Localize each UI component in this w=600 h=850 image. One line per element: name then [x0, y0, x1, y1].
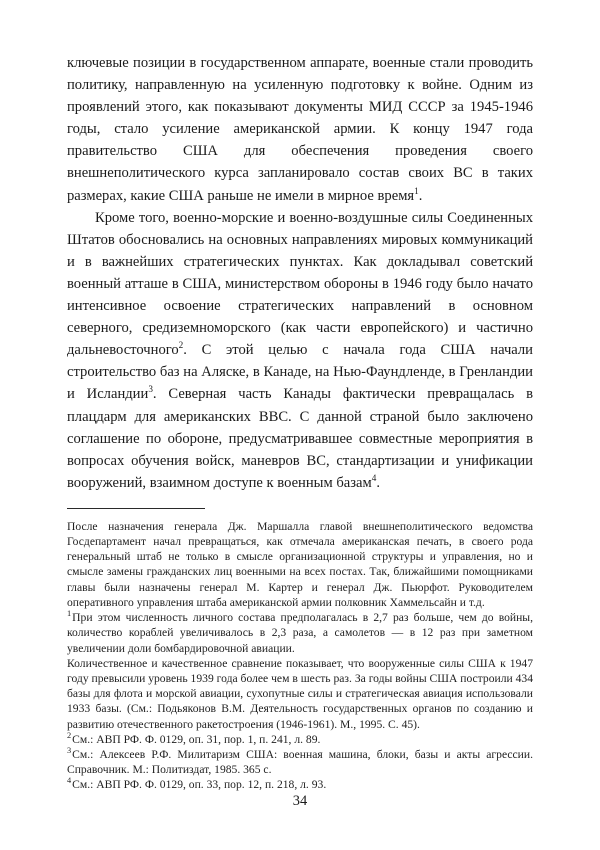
footnote-marker-1: 1 [67, 609, 72, 619]
footnote-item-1 [67, 610, 533, 656]
footnote-1-text: При этом численность личного состава предполагалась в 2,7 раз больше, чем до войны, количество кораблей увеличивалось в 2,3 раза, а самолетов — в 12 раз при заметном увеличении доли бомбардировочной авиации. [67, 611, 533, 655]
footnote-item-4 [67, 777, 533, 792]
paragraph-2-segment-4: . [376, 474, 380, 491]
paragraph-1-text: ключевые позиции в государственном аппарате, военные стали проводить политику, направленную на усиленную подготовку к войне. Одним из проявлений этого, как показывают документы МИД СССР за 1945-1946 годы, стало усиление американской армии. К концу 1947 года правительство США для обеспечения проведения своего внешнеполитического курса запланировало состав своих ВС в таких размерах, какие США раньше не имели в мирное время [67, 55, 533, 204]
footnote-unnumbered-text: После назначения генерала Дж. Маршалла главой внешнеполитического ведомства Госдепартамент начал превращаться, как отмечала американская печать, в своего рода генеральный штаб не только в смысле организационной структуры и управления, но и смысле замены гражданских лиц военными на всех постах. Так, ближайшими помощниками главы были назначены генерал М. Картер и генерал Дж. Пьюрфот. Руководителем оперативного управления штаба американской армии полковник Хаммельсайн и т.д. [67, 519, 533, 609]
paragraph-1-tail: . [418, 187, 423, 204]
page-number: 34 [292, 793, 308, 809]
footnote-item-2 [67, 732, 533, 747]
page-content [67, 52, 533, 793]
footnote-ref-4[interactable]: 4 [371, 472, 377, 483]
footnote-marker-2: 2 [67, 730, 72, 740]
paragraph-2-segment-1: Кроме того, военно-морские и военно-воздушные силы Соединенных Штатов обосновались на основных направлениях мировых коммуникаций и в важнейших стратегических пунктах. Как докладывал советский военный атташе в США, министерством обороны в 1946 году было начато интенсивное освоение стратегических направлений в основном северного, средиземноморского (как части европейского) и частично дальневосточного [67, 209, 533, 359]
footnote-separator-rule [67, 508, 205, 509]
footnote-1-continued-text: Количественное и качественное сравнение показывает, что вооруженные силы США к 1947 году превысили уровень 1939 года более чем в шесть раз. За годы войны США построили 434 базы для флота и морской авиации, сухопутные силы и стратегическая авиация использовали 1933 базы. (См.: Подьяконов В.М. Деятельность государственных органов по созданию и развитию отечественного ракетостроения (1946-1961). М., 1995. С. 45). [67, 656, 533, 731]
paragraph-2-segment-2: . С этой целью с начала года США начали строительство баз на Аляске, в Канаде, на Нью-Фаундленде, в Гренландии и Исландии [67, 342, 533, 403]
footnote-marker-4: 4 [67, 776, 72, 786]
footnote-3-text: См.: Алексеев Р.Ф. Милитаризм США: военная машина, блоки, базы и акты агрессии. Справочник. М.: Политиздат, 1985. 365 с. [67, 747, 533, 777]
footnotes-section [67, 519, 533, 793]
footnote-ref-1[interactable]: 1 [414, 185, 419, 196]
footnote-item-unnumbered [67, 519, 533, 610]
footnote-ref-3[interactable]: 3 [148, 384, 153, 395]
footnote-item-3 [67, 747, 533, 777]
body-text [67, 52, 533, 494]
body-paragraph-1 [67, 52, 533, 207]
footnote-item-1-continued [67, 656, 533, 732]
paragraph-2-segment-3: . Северная часть Канады фактически превращалась в плацдарм для американских ВВС. С данной страной было заключено соглашение по обороне, предусматривавшее совместные мероприятия в вопросах обучения войск, маневров ВС, стандартизации и унификации вооружений, взаимном доступе к военным базам [67, 386, 534, 491]
footnote-marker-3: 3 [67, 746, 72, 756]
body-paragraph-2 [67, 207, 533, 494]
footnote-ref-2[interactable]: 2 [178, 340, 184, 351]
footnote-4-text: См.: АВП РФ. Ф. 0129, оп. 33, пор. 12, п. 218, л. 93. [72, 778, 327, 792]
footnote-2-text: См.: АВП РФ. Ф. 0129, оп. 31, пор. 1, п. 241, л. 89. [72, 732, 321, 746]
